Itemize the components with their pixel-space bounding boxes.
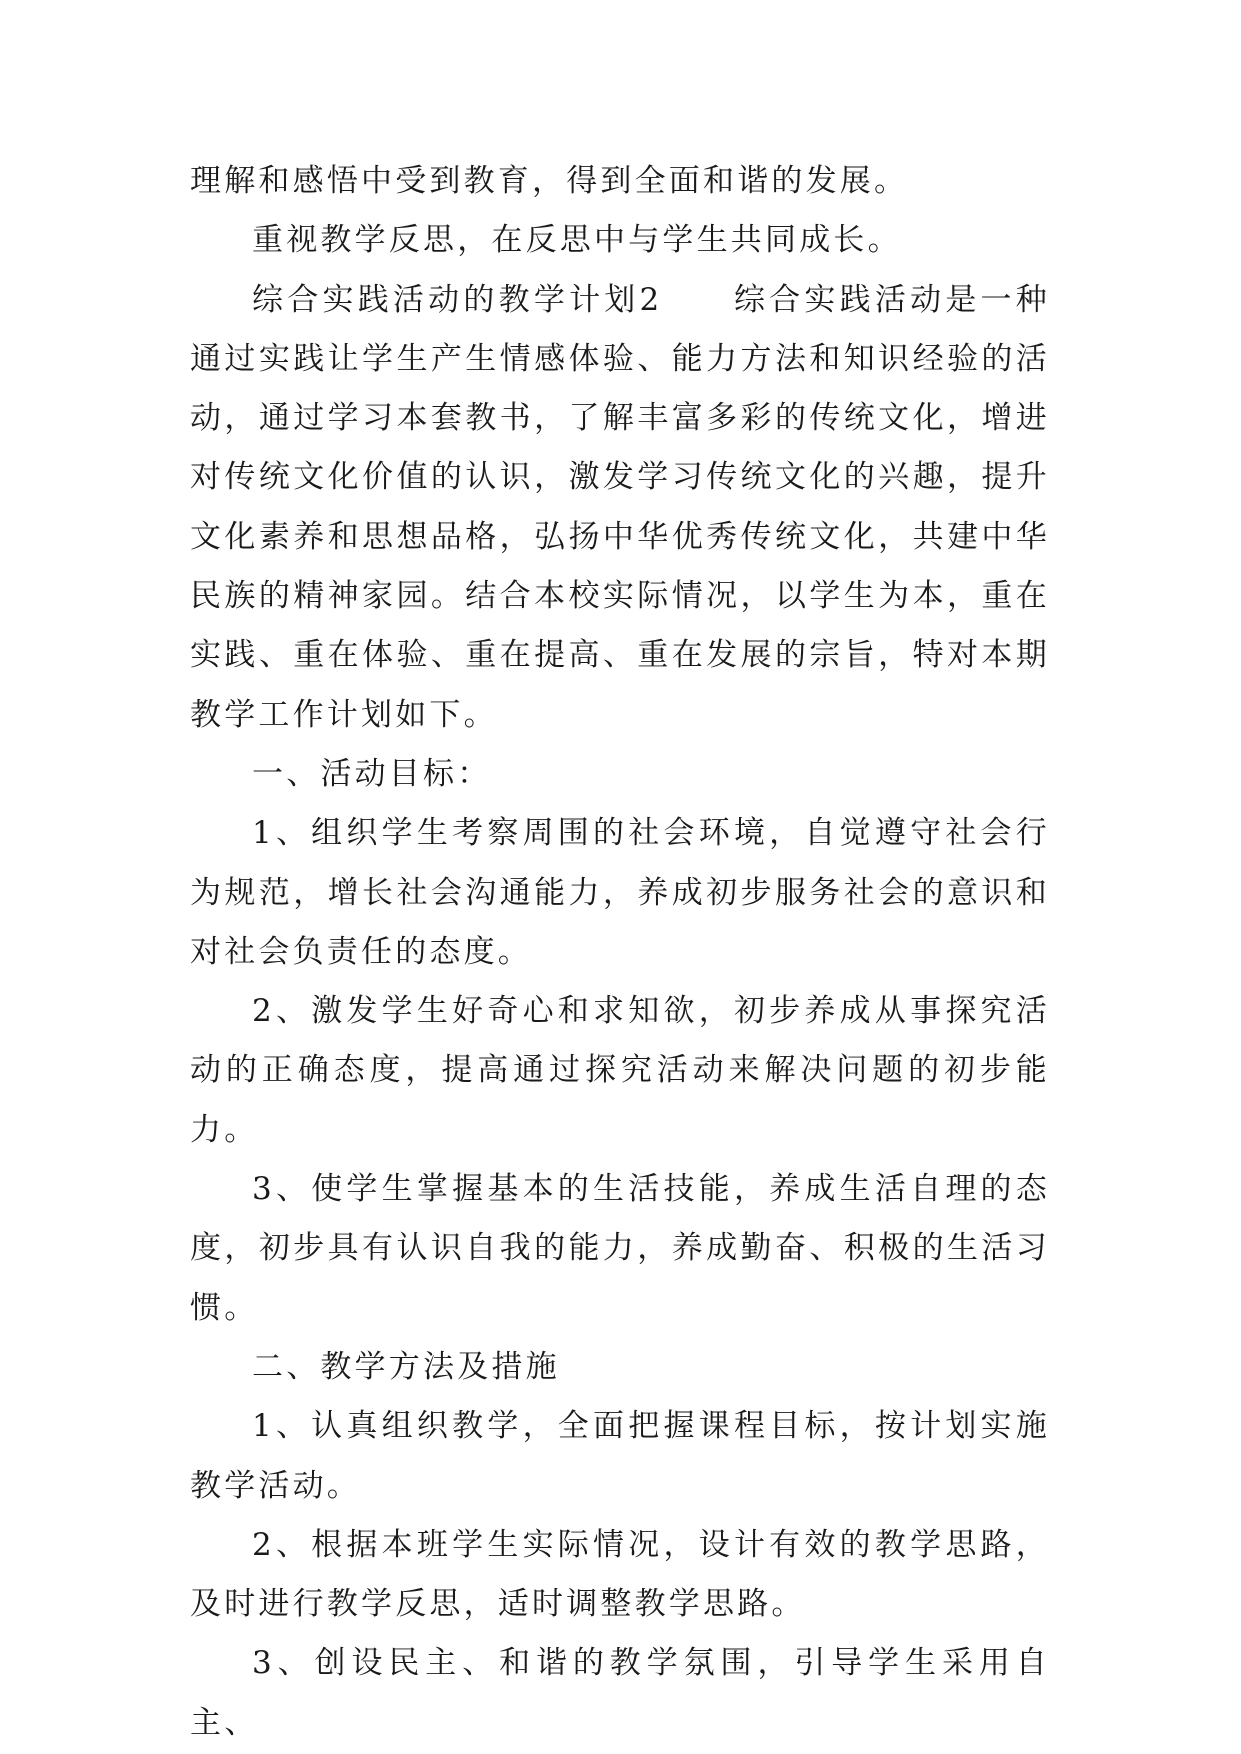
list-item: 2、激发学生好奇心和求知欲，初步养成从事探究活动的正确态度，提高通过探究活动来解决问题的初步能力。 [190, 993, 1050, 1148]
list-item: 2、根据本班学生实际情况，设计有效的教学思路，及时进行教学反思，适时调整教学思路。 [190, 1526, 1050, 1623]
paragraph: 理解和感悟中受到教育，得到全面和谐的发展。 [190, 163, 909, 199]
section-heading: 一、活动目标： [252, 755, 492, 792]
document-page [190, 152, 1050, 1753]
list-item: 3、创设民主、和谐的教学氛围，引导学生采用自主、 [190, 1645, 1050, 1741]
paragraph: 重视教学反思，在反思中与学生共同成长。 [252, 222, 902, 259]
list-item: 1、组织学生考察周围的社会环境，自觉遵守社会行为规范，增长社会沟通能力，养成初步服务社会的意识和对社会负责任的态度。 [190, 815, 1050, 970]
list-item: 1、认真组织教学，全面把握课程目标，按计划实施教学活动。 [190, 1408, 1050, 1504]
paragraph: 综合实践活动的教学计划2 综合实践活动是一种通过实践让学生产生情感体验、能力方法和知识经验的活动，通过学习本套教书，了解丰富多彩的传统文化，增进对传统文化价值的认识，激发学习传统文化的兴趣，提升文化素养和思想品格，弘扬中华优秀传统文化，共建中华民族的精神家园。结合本校实际情况，以学生为本，重在实践、重在体验、重在提高、重在发展的宗旨，特对本期教学工作计划如下。 [190, 281, 1050, 733]
list-item: 3、使学生掌握基本的生活技能，养成生活自理的态度，初步具有认识自我的能力，养成勤奋、积极的生活习惯。 [190, 1171, 1050, 1326]
section-heading: 二、教学方法及措施 [252, 1348, 560, 1385]
